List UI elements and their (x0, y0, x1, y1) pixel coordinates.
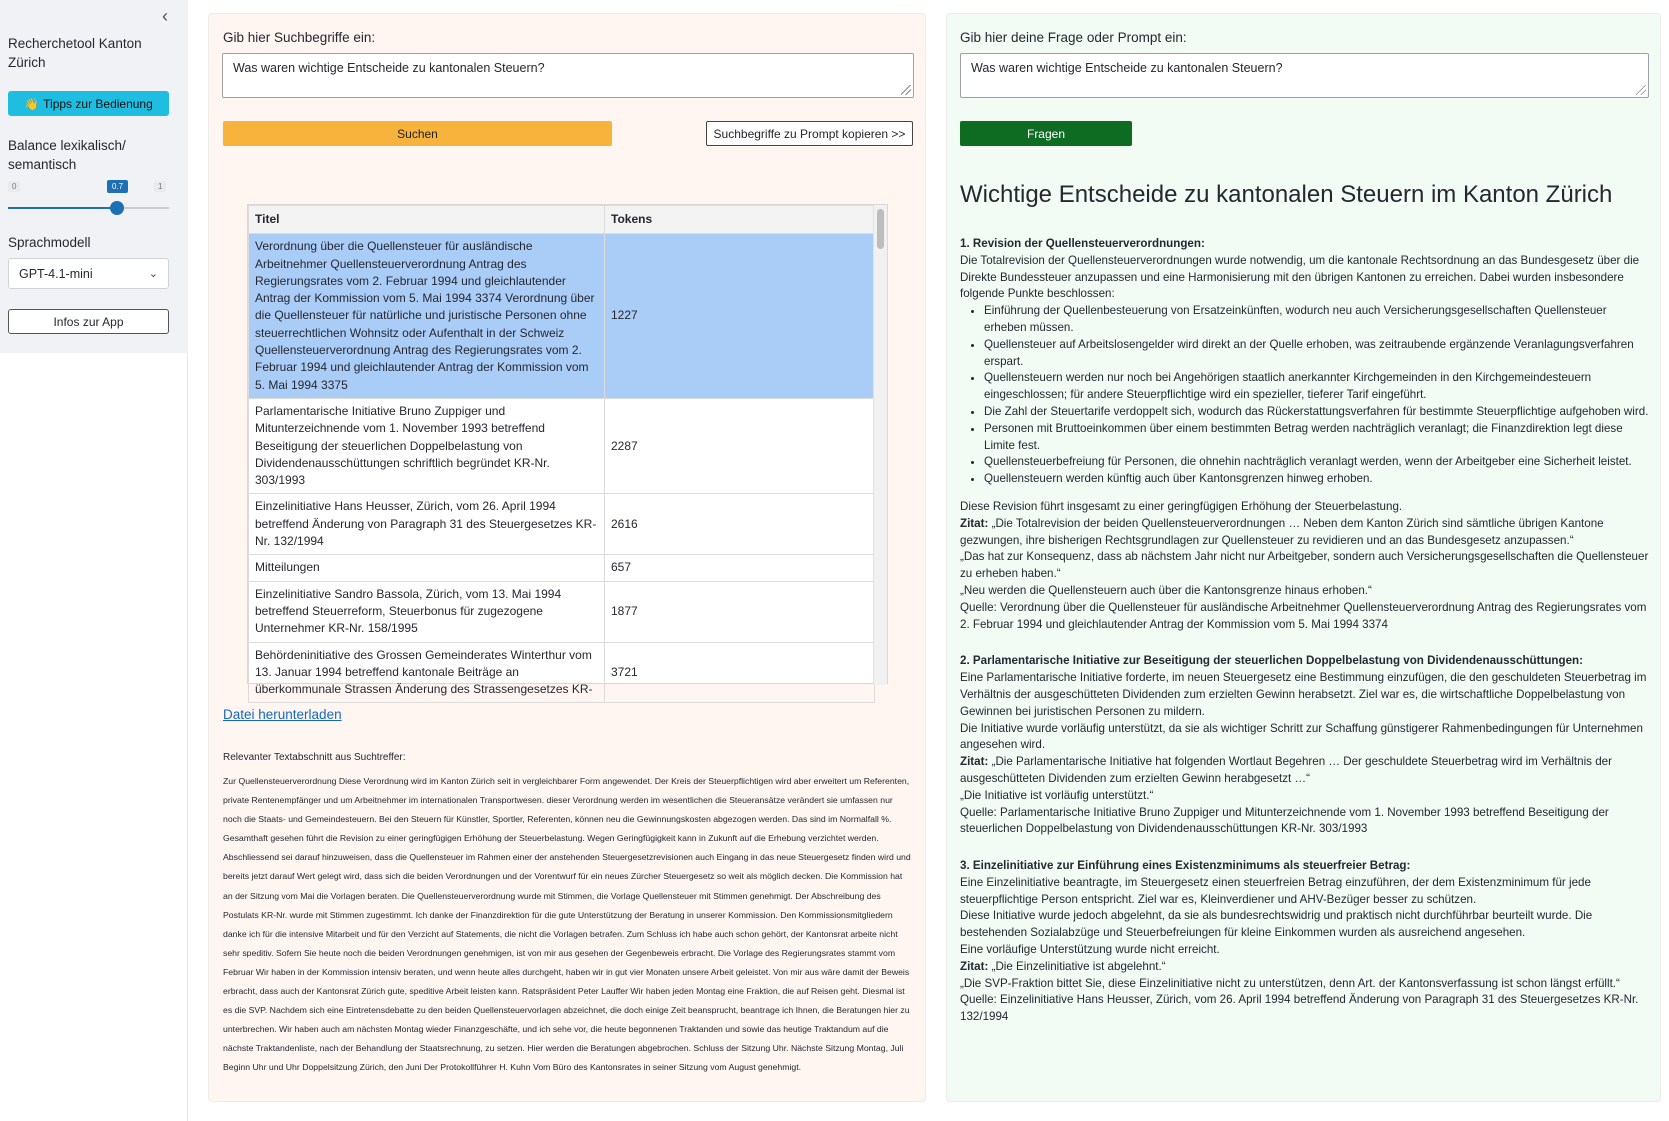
table-cell-title: Verordnung über die Quellensteuer für ausländische Arbeitnehmer Quellensteuerverordnung Antrag des Regierungsrates vom 2. Februar 1994 und gleichlautender Antrag der Kommission vom 5. Mai 1994 3374 Verordnung über die Quellensteuer für natürliche und juristische Personen ohne steuerrechtlichen Wohnsitz oder Aufenthalt in der Schweiz Quellensteuerverordnung Antrag des Regierungsrates vom 2. Februar 1994 und gleichlautender Antrag der Kommission vom 5. Mai 1994 3375 (249, 234, 605, 399)
relevant-text-title: Relevanter Textabschnitt aus Suchtreffer: (223, 752, 406, 763)
section-paragraph: Eine Einzelinitiative beantragte, im Steuergesetz einen steuerfreien Betrag einzuführen, der dem Existenzminimum für jede steuerpflichtige Person entspricht. Ziel war es, Kleinverdiener und AHV-Bezüger besser zu schützen. (960, 875, 1591, 906)
waving-hand-icon: 👋 (24, 96, 40, 111)
prompt-input[interactable] (960, 53, 1649, 98)
answer-title: Wichtige Entscheide zu kantonalen Steuern im Kanton Zürich (960, 181, 1613, 208)
slider-max-label: 1 (154, 181, 166, 192)
chevron-down-icon: ⌄ (148, 268, 158, 280)
resize-grip-icon[interactable] (901, 85, 911, 95)
quote-text: „Die SVP-Fraktion bittet Sie, diese Einzelinitiative nicht zu unterstützen, denn Art. der Kantonsverfassung ist schon längst erfüllt.“ (960, 976, 1620, 990)
collapse-sidebar-icon[interactable]: ‹ (162, 6, 168, 26)
section-paragraph: Diese Revision führt insgesamt zu einer geringfügigen Erhöhung der Steuerbelastung. (960, 499, 1403, 513)
prompt-label: Gib hier deine Frage oder Prompt ein: (960, 30, 1187, 45)
model-label: Sprachmodell (8, 235, 91, 250)
section-paragraph: Die Totalrevision der Quellensteuerverordnungen wurde notwendig, um die kantonale Rechtsordnung an das Bundesgesetz über die Direkte Bundessteuer anzupassen und eine Harmonisierung mit den übrigen Kantonen zu erreichen. Dabei wurden insbesondere folgende Punkte beschlossen: (960, 253, 1640, 301)
table-cell-title: Einzelinitiative Sandro Bassola, Zürich, vom 13. Mai 1994 betreffend Steuerreform, Steuerbonus für zugezogene Unternehmer KR-Nr. 158/1995 (249, 581, 605, 642)
quote-paragraph (960, 754, 1650, 788)
search-panel (208, 13, 926, 1102)
section-paragraph: Diese Initiative wurde jedoch abgelehnt, da sie als bundesrechtswidrig und praktisch nicht durchführbar beurteilt wurde. Die bestehenden Sozialabzüge und Steuerbefreiungen für kleine Einkommen wurden als ausreichend angesehen. (960, 909, 1593, 940)
table-cell-tokens: 1877 (605, 581, 875, 642)
list-item: • Quellensteuern werden künftig auch über Kantonsgrenzen hinweg erhoben. (984, 471, 1650, 488)
quote-text: „Neu werden die Quellensteuern auch über die Kantonsgrenze hinaus erhoben.“ (960, 583, 1372, 597)
tips-button[interactable] (8, 91, 169, 116)
section-paragraph: Eine vorläufige Unterstützung wurde nicht erreicht. (960, 943, 1220, 957)
column-header-tokens[interactable]: Tokens (605, 206, 875, 234)
table-cell-title: Einzelinitiative Hans Heusser, Zürich, vom 26. April 1994 betreffend Änderung von Paragraph 31 des Steuergesetzes KR-Nr. 132/1994 (249, 494, 605, 555)
table-scrollbar[interactable] (873, 205, 887, 685)
table-row[interactable] (249, 642, 875, 703)
section-heading: 1. Revision der Quellensteuerverordnungen: (960, 237, 1205, 250)
quote-text: „Die Initiative ist vorläufig unterstützt.“ (960, 788, 1154, 802)
quote-paragraph (960, 516, 1650, 550)
slider-thumb[interactable] (110, 201, 124, 215)
table-row[interactable] (249, 555, 875, 581)
table-cell-tokens: 1227 (605, 234, 875, 399)
tips-button-label: Tipps zur Bedienung (43, 96, 153, 111)
sidebar-panel (0, 0, 188, 353)
table-row[interactable] (249, 398, 875, 493)
quote-text: „Die Parlamentarische Initiative hat folgenden Wortlaut Begehren … Der geschuldete Steuerbetrag wird im Verhältnis der ausgeschütteten Dividenden zum erzielten Gewinn herabgesetzt …“ (960, 755, 1612, 785)
quote-label: Zitat: (960, 755, 989, 769)
relevant-text-body: Zur Quellensteuerverordnung Diese Verordnung wird im Kanton Zürich seit in vergleichbarer Form angewendet. Der Kreis der Steuerpflichtigen wird aber erweitert um Referenten, private Rentenempfänger und um Arbeitnehmer im internationalen Transportwesen. dieser Verordnung werden im wesentlichen die Steueransätze verändert sie umfassen nur noch die Staats- und Gemeindesteuern. Bei den Steuern für Künstler, Sportler, Referenten, können neu die Gewinnungskosten abgezogen werden. Das sind im Normalfall %. Gesamthaft gesehen führt die Revision zu einer geringfügigen Erhöhung der Steuerbelastung. Wegen Geringfügigkeit kann in Zukunft auf die Erhebung verzichtet werden. Abschliessend sei darauf hinzuweisen, dass die Quellensteuer im Rahmen einer der anstehenden Steuergesetzrevisionen auch Eingang in das neue Steuergesetz finden wird und bereits jetzt darauf Wert gelegt wird, dass sich die beiden Verordnungen und der Vorentwurf für ein neues Zürcher Steuergesetz so weit als möglich decken. Die Kommission hat an der Sitzung vom Mai die Vorlagen beraten. Die Quellensteuerverordnung wurde mit Stimmen, die Vorlage Quellensteuer mit Stimmen genehmigt. Der Abschreibung des Postulats KR-Nr. wurde mit Stimmen zugestimmt. Ich danke der Finanzdirektion für die gute Unterstützung der Beratung in unserer Kommission. Den Kommissionsmitgliedern danke ich für die intensive Mitarbeit und für den Verzicht auf Statements, die nicht die Vorlagen betrafen. Zum Schluss ich habe auch schon gehört, der Kantonsrat arbeite nicht sehr speditiv. Sofern Sie heute noch die beiden Verordnungen genehmigen, ist von mir aus gesehen der Gegenbeweis erbracht. Die Vorlage des Regierungsrates stammt vom Februar Wir haben in der Kommission intensiv beraten, und wenn heute alles durchgeht, haben wir in gut vier Monaten unsere Arbeit geleistet. Von mir aus wäre damit der Beweis erbracht, dass auch der Kantonsrat Zürich gute, speditive Arbeit leisten kann. Ratspräsident Peter Lauffer Wir haben jeden Montag eine Fraktion, die auf Reisen geht. Diesmal ist es die SVP. Nachdem sich eine Eintretensdebatte zu den beiden Quellensteuervorlagen abzeichnet, die doch einige Zeit beansprucht, beantrage ich Ihnen, die Beratungen hier zu unterbrechen. Wir haben auch am nächsten Montag wieder Finanzgeschäfte, und ich sehe vor, die heute begonnenen Traktanden und sowie das heutige Traktandum auf die nächste Traktandenliste, nach der Behandlung der Staatsrechnung, zu setzen. Hier werden die Beratungen abgebrochen. Schluss der Sitzung Uhr. Nächste Sitzung Montag, Juli Beginn Uhr und Uhr Doppelsitzung Zürich, den Juni Der Protokollführer H. Kuhn Vom Büro des Kantonsrates in seiner Sitzung vom August genehmigt. (223, 776, 911, 1073)
table-cell-tokens: 657 (605, 555, 875, 581)
answer-body (960, 236, 1650, 1026)
list-item: • Einführung der Quellenbesteuerung von Ersatzeinkünften, wodurch neu auch Versicherungsgesellschaften Quellensteuer erheben müssen. (984, 303, 1650, 337)
ask-button[interactable]: Fragen (960, 121, 1132, 146)
list-item: • Die Zahl der Steuertarife verdoppelt sich, wodurch das Rückerstattungsverfahren für bestimmte Steuerpflichtige aufgehoben wird. (984, 404, 1650, 421)
bullet-list (984, 303, 1650, 488)
prompt-panel (946, 13, 1661, 1102)
section-heading: 2. Parlamentarische Initiative zur Beseitigung der steuerlichen Doppelbelastung von Dividendenausschüttungen: (960, 654, 1583, 668)
table-row[interactable] (249, 494, 875, 555)
results-table (247, 204, 888, 697)
table-cell-title: Parlamentarische Initiative Bruno Zuppiger und Mitunterzeichnende vom 1. November 1993 betreffend Beseitigung der steuerlichen Doppelbelastung von Dividendenausschüttungen schriftlich begründet KR-Nr. 303/1993 (249, 398, 605, 493)
table-row[interactable] (249, 581, 875, 642)
section-paragraph: Eine Parlamentarische Initiative forderte, im neuen Steuergesetz eine Bestimmung einzufügen, die den geschuldeten Steuerbetrag im Verhältnis der ausgeschütteten Dividenden zum erzielten Gewinn herabsetzt. Ziel war es, die wirtschaftliche Doppelbelastung von Gewinnen bei juristischen Personen zu mildern. (960, 671, 1647, 718)
table-row[interactable] (249, 234, 875, 399)
sidebar (0, 0, 188, 1121)
download-link[interactable]: Datei herunterladen (223, 707, 342, 722)
table-cell-tokens: 3721 (605, 642, 875, 703)
app-title: Recherchetool Kanton Zürich (8, 36, 142, 70)
search-input[interactable] (222, 53, 914, 98)
source-text: Quelle: Parlamentarische Initiative Bruno Zuppiger und Mitunterzeichnende vom 1. November 1993 betreffend Beseitigung der steuerlichen Doppelbelastung von Dividendenausschüttungen KR-Nr. 303/1993 (960, 805, 1609, 836)
quote-paragraph (960, 959, 1650, 976)
search-input-value: Was waren wichtige Entscheide zu kantonalen Steuern? (233, 61, 545, 75)
section-heading: 3. Einzelinitiative zur Einführung eines Existenzminimums als steuerfreier Betrag: (960, 859, 1411, 873)
quote-label: Zitat: (960, 516, 989, 530)
prompt-input-value: Was waren wichtige Entscheide zu kantonalen Steuern? (971, 61, 1283, 75)
balance-label: Balance lexikalisch/ semantisch (8, 138, 126, 172)
quote-label: Zitat: (960, 959, 989, 973)
search-label: Gib hier Suchbegriffe ein: (223, 30, 376, 45)
quote-text: „Das hat zur Konsequenz, dass ab nächstem Jahr nicht nur Arbeitgeber, sondern auch Versicherungsgesellschaften die Quellensteuer zu erheben haben.“ (960, 550, 1649, 581)
table-cell-tokens: 2287 (605, 398, 875, 493)
table-scrollbar-thumb[interactable] (877, 209, 884, 249)
search-button[interactable]: Suchen (223, 121, 612, 146)
list-item: • Quellensteuern werden nur noch bei Angehörigen staatlich anerkannter Kirchgemeinden in den Kirchgemeindesteuern eingeschlossen; für andere Steuerpflichtige wird ein spezieller, tieferer Tarif eingeführt. (984, 370, 1650, 404)
slider-value-label: 0.7 (107, 180, 128, 193)
list-item: • Quellensteuer auf Arbeitslosengelder wird direkt an der Quelle erhoben, was zeitraubende ergänzende Veranlagungsverfahren erspart. (984, 337, 1650, 371)
section-paragraph: Die Initiative wurde vorläufig unterstützt, da sie als wichtiger Schritt zur Schaffung günstigerer Rahmenbedingungen für Unternehmen angesehen wird. (960, 721, 1643, 752)
quote-text: „Die Einzelinitiative ist abgelehnt.“ (991, 959, 1166, 973)
list-item: • Quellensteuerbefreiung für Personen, die ohnehin nachträglich veranlagt werden, wenn der Arbeitgeber eine Sicherheit leistet. (984, 454, 1650, 471)
model-select[interactable] (8, 258, 169, 289)
slider-fill (8, 207, 118, 209)
model-select-value: GPT-4.1-mini (19, 266, 93, 281)
info-button[interactable]: Infos zur App (8, 309, 169, 334)
resize-grip-icon[interactable] (1636, 85, 1646, 95)
table-cell-title: Mitteilungen (249, 555, 605, 581)
column-header-title[interactable]: Titel (249, 206, 605, 234)
quote-text: „Die Totalrevision der beiden Quellensteuerverordnungen … Neben dem Kanton Zürich sind sämtliche übrigen Kantone gezwungen, ihre bisherigen Rechtsgrundlagen zur Quellensteuer zu revidieren und an das Bundesgesetz anzupassen.“ (960, 516, 1604, 547)
copy-to-prompt-button[interactable]: Suchbegriffe zu Prompt kopieren >> (706, 121, 913, 146)
table-cell-title: Behördeninitiative des Grossen Gemeinderates Winterthur vom 13. Januar 1994 betreffend kantonale Beiträge an überkommunale Strassen Änderung des Strassengesetzes KR- (249, 642, 605, 703)
list-item: • Personen mit Bruttoeinkommen über einem bestimmten Betrag werden nachträglich veranlagt; die Finanzdirektion legt diese Limite fest. (984, 421, 1650, 455)
slider-min-label: 0 (8, 181, 20, 192)
table-cell-tokens: 2616 (605, 494, 875, 555)
source-text: Quelle: Einzelinitiative Hans Heusser, Zürich, vom 26. April 1994 betreffend Änderung von Paragraph 31 des Steuergesetzes KR-Nr. 132/1994 (960, 993, 1639, 1024)
source-text: Quelle: Verordnung über die Quellensteuer für ausländische Arbeitnehmer Quellensteuerverordnung Antrag des Regierungsrates vom 2. Februar 1994 und gleichlautender Antrag der Kommission vom 5. Mai 1994 3374 (960, 600, 1647, 631)
